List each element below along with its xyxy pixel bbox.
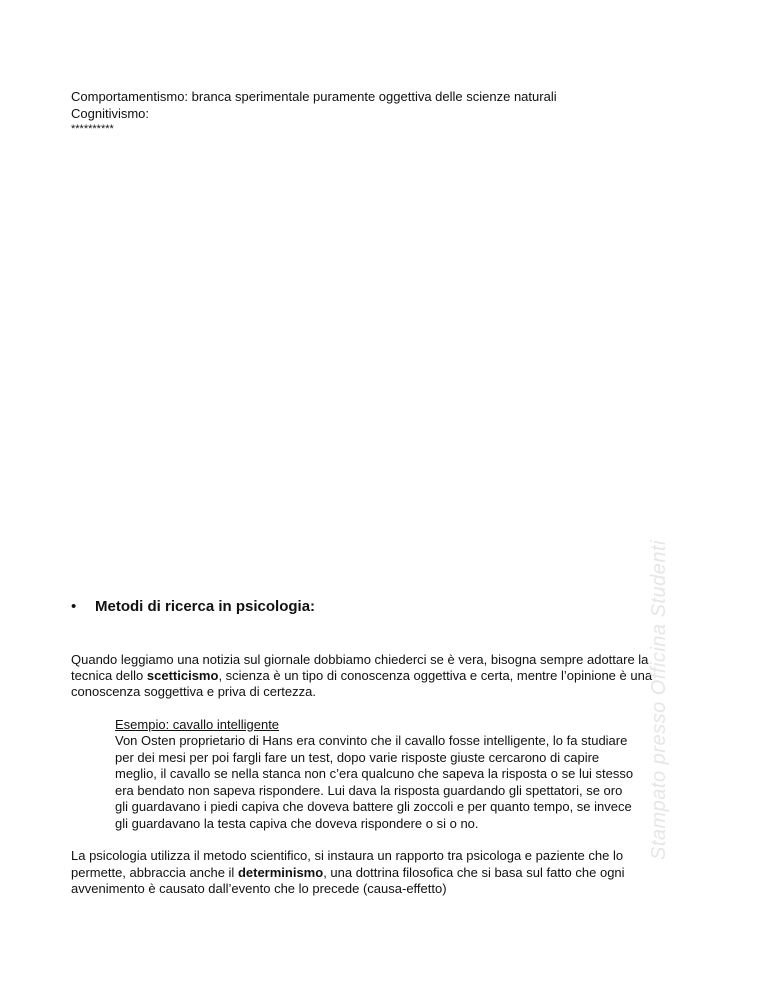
text-line: Quando leggiamo una notizia sul giornale dobbiamo chiederci se è vera, bisogna sempre adottare la: [71, 652, 649, 667]
text-line: per dei mesi per poi fargli fare un test, dopo varie risposte giuste cercarono di capire: [115, 749, 600, 765]
text-line: meglio, il cavallo se nella stanca non c’era qualcuno che sapeva la risposta o se lui stesso: [115, 766, 634, 781]
heading-text: Metodi di ricerca in psicologia:: [95, 598, 316, 615]
text: , una dottrina filosofica che si basa sul fatto che ogni: [323, 864, 625, 880]
text: permette, abbraccia anche il: [71, 864, 238, 880]
text-line: avvenimento è causato dall’evento che lo precede (causa-effetto): [71, 881, 447, 896]
text-line: Comportamentismo: branca sperimentale puramente oggettiva delle scienze naturali: [71, 89, 557, 104]
text-line: Von Osten proprietario di Hans era convinto che il cavallo fosse intelligente, lo fa studiare: [115, 733, 628, 748]
example-title-text: Esempio: cavallo intelligente: [115, 717, 280, 732]
text-line: [71, 668, 652, 685]
text-line: [71, 865, 625, 882]
example-title: [115, 717, 279, 734]
watermark: Stampato presso Officina Studenti: [648, 540, 670, 860]
text-line: gli guardavano la testa capiva che doveva rispondere o si o no.: [115, 815, 479, 831]
text-line: gli guardavano i piedi capiva che doveva battere gli zoccoli e per quanto tempo, se invece: [115, 799, 632, 814]
text: tecnica dello: [71, 668, 147, 683]
bold-term: determinismo: [237, 864, 324, 880]
text-line: La psicologia utilizza il metodo scientifico, si instaura un rapporto tra psicologa e paziente che lo: [71, 848, 624, 863]
text-line: conoscenza soggettiva e priva di certezza.: [71, 684, 316, 699]
text-line: Cognitivismo:: [71, 106, 150, 121]
separator-stars: **********: [71, 123, 114, 135]
bold-term: scetticismo: [146, 668, 219, 683]
text: , scienza è un tipo di conoscenza oggettiva e certa, mentre l’opinione è una: [218, 668, 653, 683]
section-heading: [71, 598, 315, 615]
bullet: •: [71, 598, 77, 615]
text-line: era bendato non sapeva rispondere. Lui dava la risposta guardando gli spettatori, se oro: [115, 782, 623, 798]
